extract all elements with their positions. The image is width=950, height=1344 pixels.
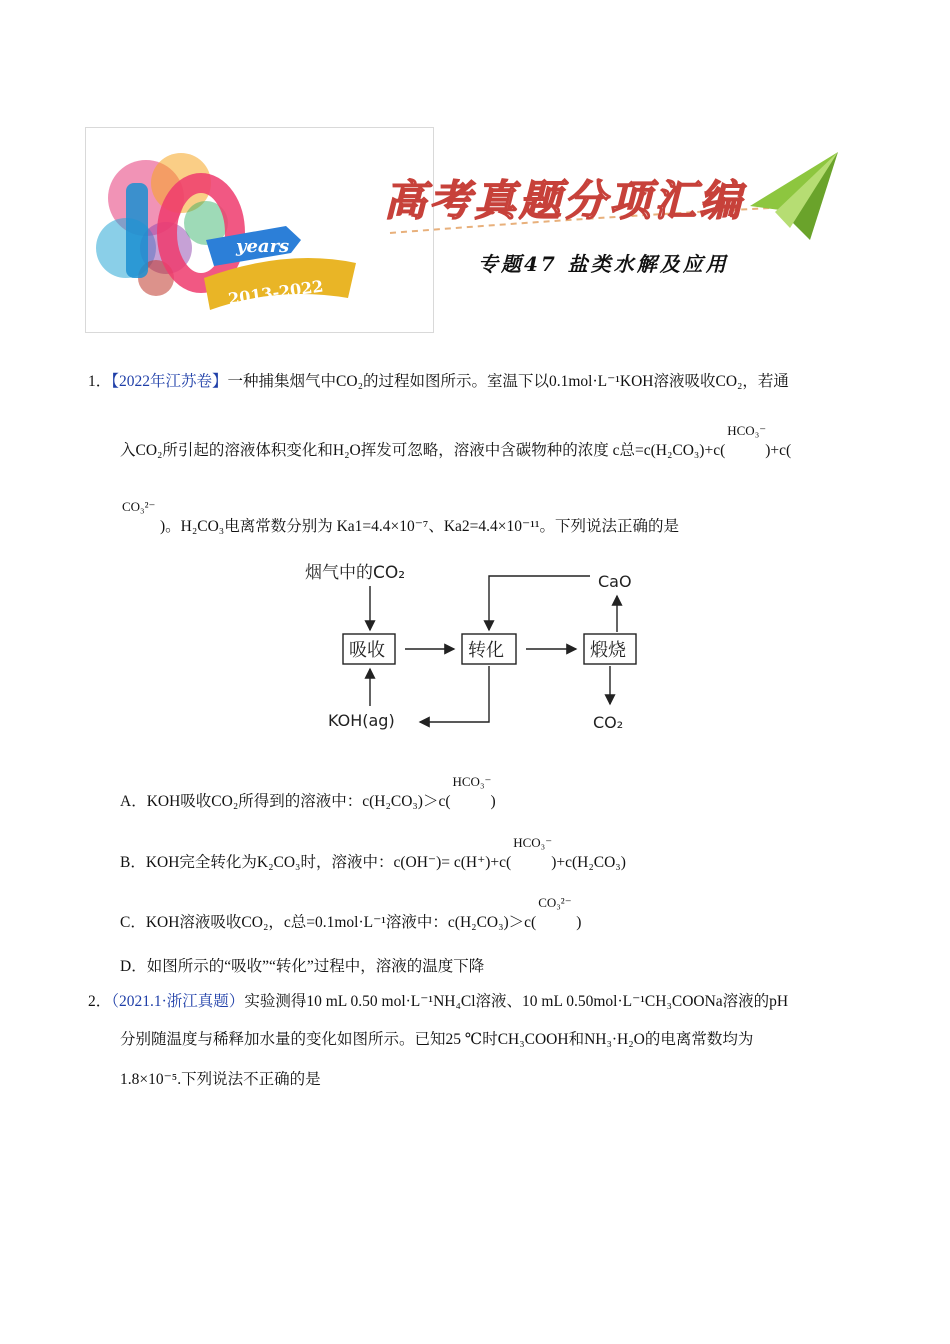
q1-option-d[interactable]: D．如图所示的“吸收”“转化”过程中，溶液的温度下降 <box>120 958 485 975</box>
q1-line-2 <box>120 423 792 461</box>
q1-carbonate-ion: CO₃²⁻ <box>122 499 156 514</box>
q1-number: 1． <box>88 373 112 390</box>
q2-source-tag: （2021.1·浙江真题） <box>111 993 245 1010</box>
q1-line-1 <box>88 372 789 392</box>
q1-bicarbonate-ion: HCO₃⁻ <box>727 423 767 438</box>
q2-line-2: 分别随温度与稀释加水量的变化如图所示。已知25 ℃时CH₃COOH和NH₃·H₂O的电离常数均为 <box>120 1031 754 1048</box>
q2-text-line-1: 实验测得10 mL 0.50 mol·L⁻¹NH₄Cl溶液、10 mL 0.50mol·L⁻¹CH₃COONa溶液的pH <box>244 993 789 1010</box>
q1-text-line-2: 入CO₂所引起的溶液体积变化和H₂O挥发可忽略，溶液中含碳物种的浓度 c总=c(H₂CO₃)+c( <box>120 442 726 459</box>
q1-option-c[interactable]: C．KOH溶液吸收CO₂，c总=0.1mol·L⁻¹溶液中：c(H₂CO₃)＞c( CO₃²⁻ ) <box>120 895 582 931</box>
q1-option-b[interactable]: B．KOH完全转化为K₂CO₃时，溶液中：c(OH⁻)= c(H⁺)+c( HCO₃⁻ )+c(H₂CO₃) <box>120 835 626 871</box>
flue-gas-label: 烟气中的CO₂ <box>305 563 406 583</box>
logo-years-word: years <box>236 236 290 257</box>
q1-text-line-1: 一种捕集烟气中CO₂的过程如图所示。室温下以0.1mol·L⁻¹KOH溶液吸收CO₂，若通 <box>227 373 789 390</box>
banner-title: 高考真题分项汇编 <box>384 176 745 225</box>
q1-text-line-2-tail: )+c( <box>765 442 792 459</box>
q1-text-line-3: )。H₂CO₃电离常数分别为 Ka1=4.4×10⁻⁷、Ka2=4.4×10⁻¹¹。下列说法正确的是 <box>160 518 679 535</box>
co2-capture-flow-diagram <box>300 556 650 736</box>
convert-label: 转化 <box>468 640 504 661</box>
q1-line-3 <box>120 499 679 537</box>
logo-years-range: 2013-2022 <box>227 276 325 309</box>
q2-line-3: 1.8×10⁻⁵.下列说法不正确的是 <box>120 1071 321 1088</box>
q2-number: 2． <box>88 993 112 1010</box>
topic-subtitle: 专题47 盐类水解及应用 <box>478 252 729 276</box>
koh-label: KOH(ag) <box>328 711 395 730</box>
absorb-label: 吸收 <box>349 640 385 661</box>
calcine-label: 煅烧 <box>590 640 626 661</box>
cao-label: CaO <box>598 572 632 591</box>
q1-source-tag: 【2022年江苏卷】 <box>111 373 228 390</box>
co2-output-label: CO₂ <box>593 713 624 732</box>
q2-line-1 <box>88 992 788 1012</box>
q1-option-a[interactable]: A．KOH吸收CO₂所得到的溶液中：c(H₂CO₃)＞c( HCO₃⁻ ) <box>120 774 496 810</box>
